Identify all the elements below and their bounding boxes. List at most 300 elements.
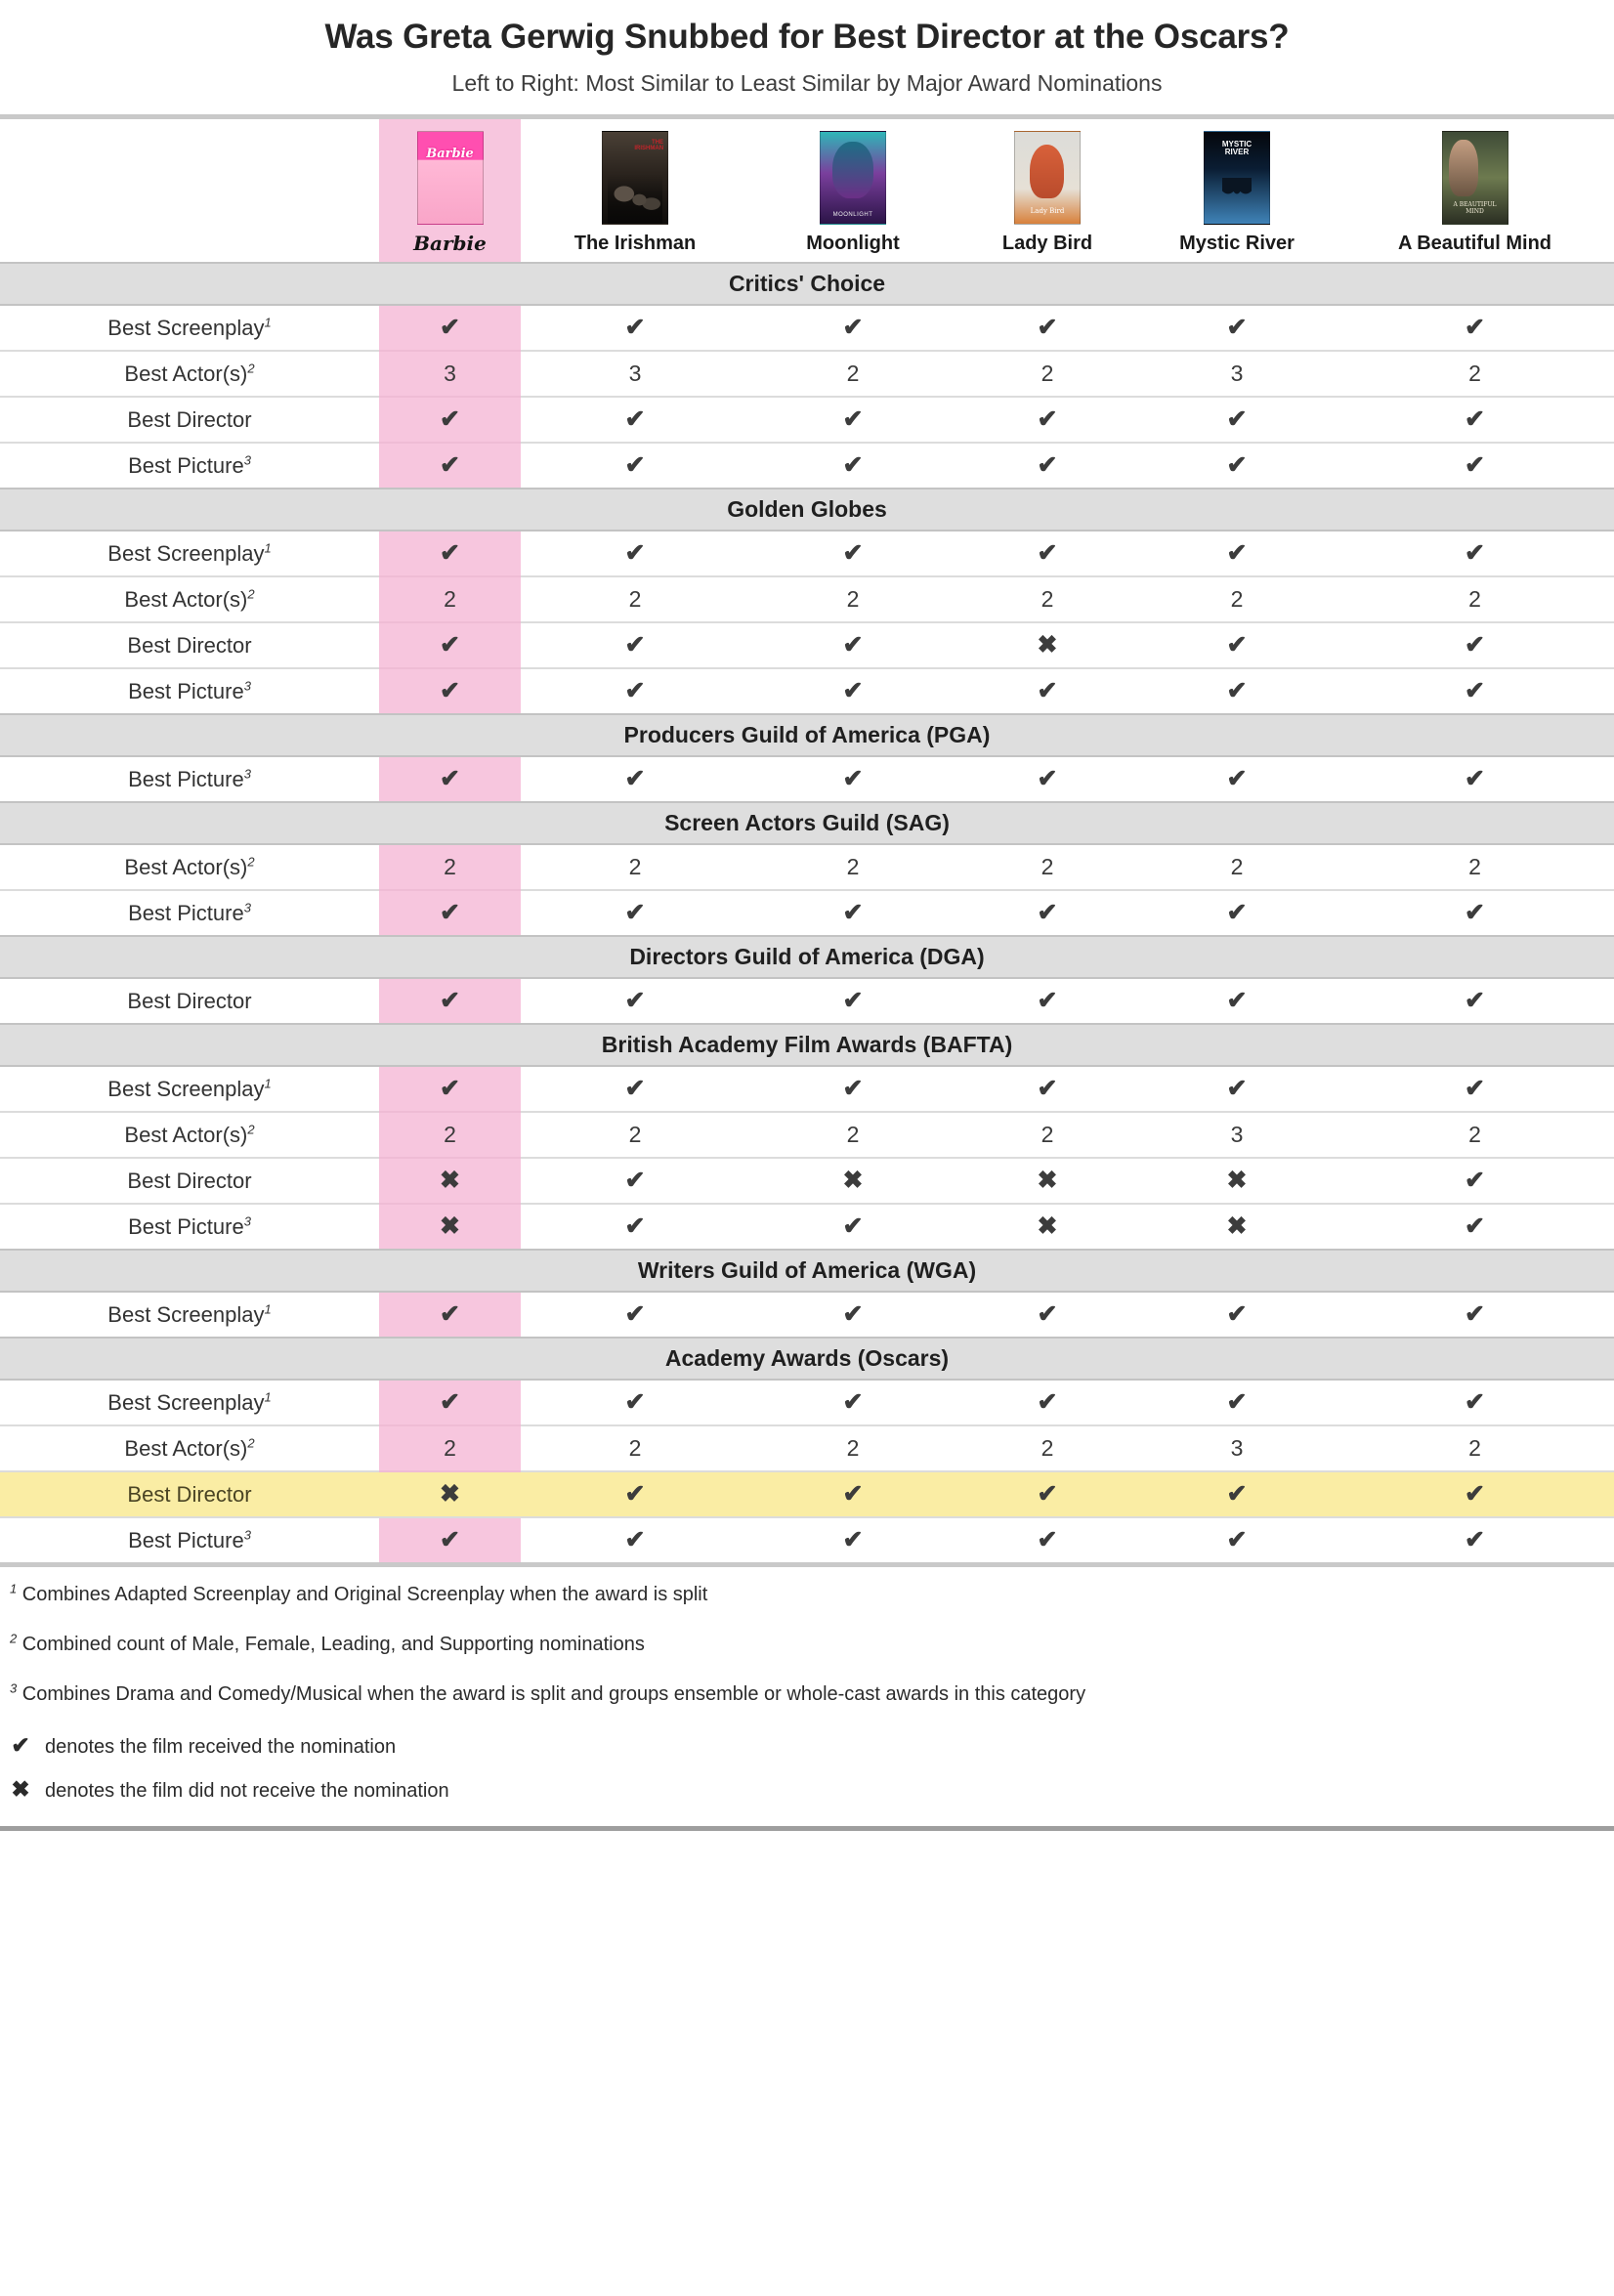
check-icon: ✔ [624,1212,646,1241]
footnote-marker: 2 [247,854,255,870]
category-label: Best Screenplay [107,1076,265,1101]
table-row [0,531,1614,576]
value-cell [1336,1301,1614,1328]
check-icon: ✔ [624,314,646,342]
footnote-marker: 3 [243,766,251,782]
footnote-marker: 1 [264,1389,272,1405]
value-cell [956,766,1138,792]
value-cell [1138,315,1336,341]
value-cell [1336,766,1614,792]
value-text: 2 [444,854,456,880]
table-row [0,756,1614,802]
value-cell [749,586,956,613]
footnote-marker: 2 [247,361,255,376]
value-cell [749,678,956,704]
highlight-value-cell [379,1204,521,1250]
category-label-cell [0,1204,379,1250]
values-cell [521,978,1614,1024]
film-title-label: Moonlight [806,233,900,255]
value-cell [749,632,956,659]
value-text: 2 [1041,1122,1054,1148]
barbie-poster [417,131,484,225]
values-cell [521,1112,1614,1158]
values-cell [521,1380,1614,1425]
cross-icon: ✖ [440,1167,460,1195]
film-header-slot [1336,119,1614,262]
value-text: 2 [444,1435,456,1462]
value-cell [956,452,1138,479]
value-cell [521,1122,749,1148]
value-cell [749,1435,956,1462]
highlight-value-cell [379,397,521,443]
category-label: Best Picture [128,1213,244,1239]
value-cell [521,1527,749,1553]
highlight-value-cell [379,576,521,622]
check-icon: ✔ [1226,451,1248,480]
category-label-cell [0,978,379,1024]
value-cell [749,1168,956,1194]
value-cell [521,988,749,1014]
values-cell [521,668,1614,714]
check-icon: ✔ [1465,987,1485,1015]
footnote-marker: 3 [243,678,251,694]
value-cell [1138,1481,1336,1508]
value-cell [956,854,1138,880]
value-cell [956,540,1138,567]
legend-item [10,1776,1604,1803]
values-cell [521,1425,1614,1471]
corner-cell [0,119,379,263]
value-text: 2 [1468,586,1481,613]
value-cell [956,1301,1138,1328]
value-cell [521,1213,749,1240]
table-row [0,576,1614,622]
category-label-cell [0,668,379,714]
value-cell [1138,406,1336,433]
check-icon: ✔ [1226,1388,1248,1417]
check-icon: ✔ [624,1480,646,1509]
highlight-value-cell [379,844,521,890]
value-cell [521,1076,749,1102]
category-label: Best Actor(s) [124,586,248,612]
value-cell [1336,1481,1614,1508]
highlight-value-cell [379,305,521,351]
a-beautiful-mind-poster [1442,131,1508,225]
value-cell [1336,452,1614,479]
value-cell [749,988,956,1014]
category-label: Best Director [127,632,252,658]
check-icon: ✔ [440,1388,460,1417]
check-icon: ✔ [842,405,864,434]
category-label: Best Screenplay [107,1389,265,1415]
footnote-marker: 2 [247,1122,255,1137]
table-row [0,443,1614,489]
value-cell [749,361,956,387]
check-icon: ✔ [842,899,864,927]
category-label: Best Picture [128,452,244,478]
value-cell [749,540,956,567]
footnote-marker: 2 [10,1631,18,1646]
value-cell [521,632,749,659]
highlight-value-cell [379,978,521,1024]
value-cell [1138,1076,1336,1102]
check-icon: ✔ [624,899,646,927]
highlight-value-cell [379,1380,521,1425]
cross-icon: ✖ [1037,1167,1058,1195]
value-cell [1138,766,1336,792]
highlight-value-cell [379,1158,521,1204]
award-section-title: Directors Guild of America (DGA) [0,936,1614,978]
value-cell [1138,1435,1336,1462]
check-icon: ✔ [624,631,646,659]
value-cell [521,1301,749,1328]
check-icon: ✔ [11,1732,30,1759]
footnote-marker: 1 [264,540,272,556]
value-cell [1138,988,1336,1014]
film-header-row [0,119,1614,263]
check-icon: ✔ [1037,539,1058,568]
value-cell [1336,1168,1614,1194]
category-label: Best Actor(s) [124,361,248,386]
value-cell [956,678,1138,704]
check-icon: ✔ [842,539,864,568]
check-icon: ✔ [1037,1300,1058,1329]
check-icon: ✔ [842,451,864,480]
footnote-marker: 3 [243,1527,251,1543]
film-header-slot [749,119,956,262]
value-cell [956,1435,1138,1462]
check-icon: ✔ [1465,765,1485,793]
value-text: 2 [846,586,860,613]
check-icon: ✔ [1465,539,1485,568]
value-cell [956,1122,1138,1148]
value-cell [1138,632,1336,659]
film-title-label: A Beautiful Mind [1397,233,1552,255]
value-cell [956,988,1138,1014]
film-header-slot [956,119,1138,262]
check-icon: ✔ [1465,677,1485,705]
check-icon: ✔ [1465,1300,1485,1329]
table-row [0,397,1614,443]
value-cell [1138,540,1336,567]
check-icon: ✔ [842,1526,864,1554]
category-label-cell [0,756,379,802]
award-section-title: Screen Actors Guild (SAG) [0,802,1614,844]
table-row [0,668,1614,714]
film-header-slot [1138,119,1336,262]
value-cell [1138,361,1336,387]
category-label-cell [0,397,379,443]
value-cell [1336,1389,1614,1416]
check-icon: ✔ [1226,1300,1248,1329]
check-icon: ✔ [624,987,646,1015]
value-cell [521,1481,749,1508]
check-icon: ✔ [440,677,460,705]
bottom-divider [0,1826,1614,1831]
check-icon: ✔ [440,539,460,568]
value-text: 2 [444,586,456,613]
award-section-title: Critics' Choice [0,263,1614,305]
value-text: 2 [1230,586,1244,613]
value-cell [1336,1076,1614,1102]
values-cell [521,844,1614,890]
legend-text: denotes the film did not receive the nomination [45,1780,449,1803]
value-cell [521,900,749,926]
category-label: Best Director [127,988,252,1013]
table-row [0,1292,1614,1338]
highlight-value-cell [379,622,521,668]
check-icon: ✔ [624,405,646,434]
cross-icon: ✖ [440,1212,460,1241]
category-label: Best Screenplay [107,315,265,340]
title-block [0,0,1614,114]
check-icon: ✔ [842,1480,864,1509]
value-cell [749,1481,956,1508]
value-cell [1138,1213,1336,1240]
value-text: 2 [628,1435,642,1462]
value-cell [956,315,1138,341]
award-section-title: Academy Awards (Oscars) [0,1338,1614,1380]
category-label-cell [0,1380,379,1425]
footnote-text: Combines Adapted Screenplay and Original Screenplay when the award is split [21,1584,708,1606]
award-section-header [0,802,1614,844]
check-icon: ✔ [842,677,864,705]
cross-icon: ✖ [1037,631,1058,659]
footnote-marker: 1 [10,1581,18,1596]
check-icon: ✔ [624,1526,646,1554]
value-cell [1336,678,1614,704]
value-text: 2 [846,1435,860,1462]
footnote-marker: 2 [247,1435,255,1451]
category-label: Best Director [127,1168,252,1193]
check-icon: ✔ [1037,1526,1058,1554]
check-icon: ✔ [624,451,646,480]
film-column-header [1336,119,1614,262]
table-row [0,1517,1614,1562]
cross-icon: ✖ [1226,1167,1248,1195]
value-cell [1336,586,1614,613]
category-label-cell [0,576,379,622]
value-cell [1336,632,1614,659]
check-icon: ✔ [1465,314,1485,342]
value-text: 2 [628,854,642,880]
footnote-marker: 3 [243,1213,251,1229]
value-cell [1336,540,1614,567]
footnote [10,1633,1604,1657]
footnote [10,1682,1604,1707]
footnote-marker: 1 [264,315,272,330]
value-cell [521,678,749,704]
footnote-marker: 3 [10,1680,18,1696]
category-label: Best Picture [128,678,244,703]
check-icon: ✔ [624,765,646,793]
highlight-value-cell [379,668,521,714]
value-cell [956,586,1138,613]
cross-icon: ✖ [1037,1212,1058,1241]
values-cell [521,576,1614,622]
film-title-label: Lady Bird [1001,233,1093,255]
value-cell [1336,988,1614,1014]
values-cell [521,1517,1614,1562]
check-icon: ✔ [440,1300,460,1329]
value-text: 2 [846,361,860,387]
table-row [0,890,1614,936]
table-row [0,305,1614,351]
film-headers-cell [521,119,1614,263]
value-cell [956,406,1138,433]
table-row [0,844,1614,890]
footnote-marker: 3 [243,452,251,468]
values-cell [521,1292,1614,1338]
footnote-marker: 2 [247,586,255,602]
category-label: Best Picture [128,766,244,791]
value-cell [1138,1527,1336,1553]
value-cell [956,361,1138,387]
table-row [0,351,1614,397]
check-icon: ✔ [1037,899,1058,927]
check-icon: ✔ [624,1300,646,1329]
values-cell [521,622,1614,668]
check-icon: ✔ [1465,451,1485,480]
values-cell [521,1204,1614,1250]
value-cell [1138,900,1336,926]
check-icon: ✔ [1226,765,1248,793]
highlight-value-cell [379,1425,521,1471]
value-cell [749,766,956,792]
value-cell [956,1481,1138,1508]
highlight-value-cell [379,1292,521,1338]
category-label: Best Picture [128,1527,244,1552]
check-icon: ✔ [1037,405,1058,434]
category-label-cell [0,1112,379,1158]
value-cell [521,406,749,433]
value-text: 3 [1230,1122,1244,1148]
check-icon: ✔ [1465,1480,1485,1509]
value-cell [1336,1122,1614,1148]
value-text: 3 [628,361,642,387]
category-label-cell [0,305,379,351]
table-row [0,1066,1614,1112]
check-icon: ✔ [1037,677,1058,705]
category-label-cell [0,844,379,890]
category-label: Best Actor(s) [124,1122,248,1147]
value-cell [749,315,956,341]
award-section-header [0,1250,1614,1292]
category-label: Best Picture [128,900,244,925]
value-cell [521,361,749,387]
check-icon: ✔ [1037,1480,1058,1509]
award-section-title: British Academy Film Awards (BAFTA) [0,1024,1614,1066]
values-cell [521,305,1614,351]
highlight-value-cell [379,1471,521,1517]
check-icon: ✔ [440,1526,460,1554]
check-icon: ✔ [624,1167,646,1195]
legend-item [10,1732,1604,1759]
check-icon: ✔ [1226,631,1248,659]
value-text: 2 [1230,854,1244,880]
check-icon: ✔ [1037,987,1058,1015]
value-cell [956,1389,1138,1416]
cross-icon: ✖ [1226,1212,1248,1241]
check-icon: ✔ [1037,314,1058,342]
footnote-marker: 1 [264,1076,272,1091]
value-text: 2 [1468,361,1481,387]
award-section-header [0,1338,1614,1380]
the-irishman-poster [602,131,668,225]
check-icon: ✔ [1465,1212,1485,1241]
values-cell [521,1471,1614,1517]
value-cell [749,900,956,926]
award-section-header [0,489,1614,531]
table-row [0,1112,1614,1158]
check-icon: ✔ [1226,1480,1248,1509]
value-cell [1138,1389,1336,1416]
check-icon: ✔ [1465,1526,1485,1554]
table-row [0,1425,1614,1471]
check-icon: ✔ [842,1212,864,1241]
check-icon: ✔ [440,1075,460,1103]
value-text: 3 [1230,1435,1244,1462]
film-column-header [379,119,521,262]
value-cell [1336,1435,1614,1462]
page-title: Was Greta Gerwig Snubbed for Best Director at the Oscars? [324,18,1290,56]
value-cell [1138,1168,1336,1194]
footnote [10,1583,1604,1607]
value-text: 3 [444,361,456,387]
table-row [0,978,1614,1024]
value-cell [749,1301,956,1328]
value-text: 2 [846,854,860,880]
value-cell [1138,1301,1336,1328]
value-cell [749,1122,956,1148]
check-icon: ✔ [1226,899,1248,927]
value-cell [521,1435,749,1462]
value-cell [521,1389,749,1416]
legend-text: denotes the film received the nomination [45,1736,397,1759]
value-cell [1138,452,1336,479]
value-text: 2 [1041,1435,1054,1462]
page-subtitle: Left to Right: Most Similar to Least Similar by Major Award Nominations [451,70,1163,97]
check-icon: ✔ [440,899,460,927]
check-icon: ✔ [1465,631,1485,659]
category-label-cell [0,351,379,397]
lady-bird-poster [1014,131,1081,225]
value-cell [956,1213,1138,1240]
category-label-cell [0,1292,379,1338]
value-cell [749,1076,956,1102]
category-label-cell [0,1425,379,1471]
highlight-value-cell [379,531,521,576]
value-text: 2 [628,1122,642,1148]
values-cell [521,397,1614,443]
category-label-cell [0,1471,379,1517]
values-cell [521,351,1614,397]
highlight-value-cell [379,890,521,936]
award-section-header [0,263,1614,305]
table-body [0,119,1614,1562]
footnote-marker: 3 [243,900,251,915]
value-cell [521,586,749,613]
check-icon: ✔ [1037,1075,1058,1103]
category-label: Best Actor(s) [124,1435,248,1461]
value-cell [1336,854,1614,880]
footnote-marker: 1 [264,1301,272,1317]
check-icon: ✔ [440,405,460,434]
check-icon: ✔ [1465,1388,1485,1417]
highlight-value-cell [379,351,521,397]
table-row [0,1204,1614,1250]
cross-icon: ✖ [11,1776,30,1803]
